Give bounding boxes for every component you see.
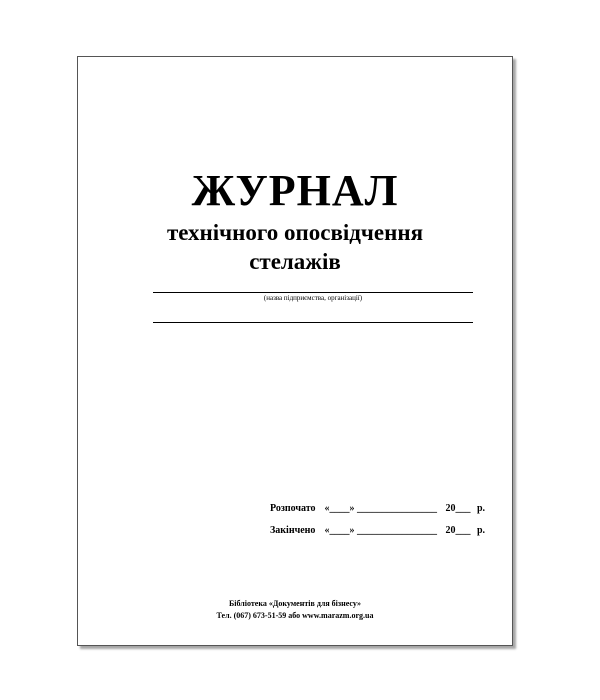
journal-title: ЖУРНАЛ bbox=[191, 166, 399, 215]
journal-subtitle-line2: стелажів bbox=[249, 249, 341, 274]
finished-year-blank: 20___ bbox=[445, 525, 471, 536]
journal-cover-page bbox=[77, 56, 513, 646]
organization-name-line-2 bbox=[153, 322, 473, 323]
started-year-blank: 20___ bbox=[445, 503, 471, 514]
finished-month-blank: ________________ bbox=[357, 525, 437, 536]
started-label: Розпочато bbox=[270, 503, 316, 514]
finished-day-blank: «____» bbox=[324, 525, 355, 536]
organization-name-hint: (назва підприємства, організації) bbox=[263, 294, 363, 302]
started-year-suffix: р. bbox=[477, 503, 486, 514]
organization-name-line bbox=[153, 292, 473, 293]
started-date-row bbox=[270, 504, 485, 514]
finished-date-row bbox=[270, 526, 485, 536]
finished-label: Закінчено bbox=[270, 525, 316, 536]
started-month-blank: ________________ bbox=[357, 503, 437, 514]
journal-subtitle-line1: технічного опосвідчення bbox=[166, 220, 424, 245]
finished-year-suffix: р. bbox=[477, 525, 486, 536]
footer-library-name: Бібліотека «Документів для бізнесу» bbox=[228, 599, 362, 608]
footer-contact: Тел. (067) 673-51-59 або www.marazm.org.ua bbox=[216, 611, 374, 620]
started-day-blank: «____» bbox=[324, 503, 355, 514]
